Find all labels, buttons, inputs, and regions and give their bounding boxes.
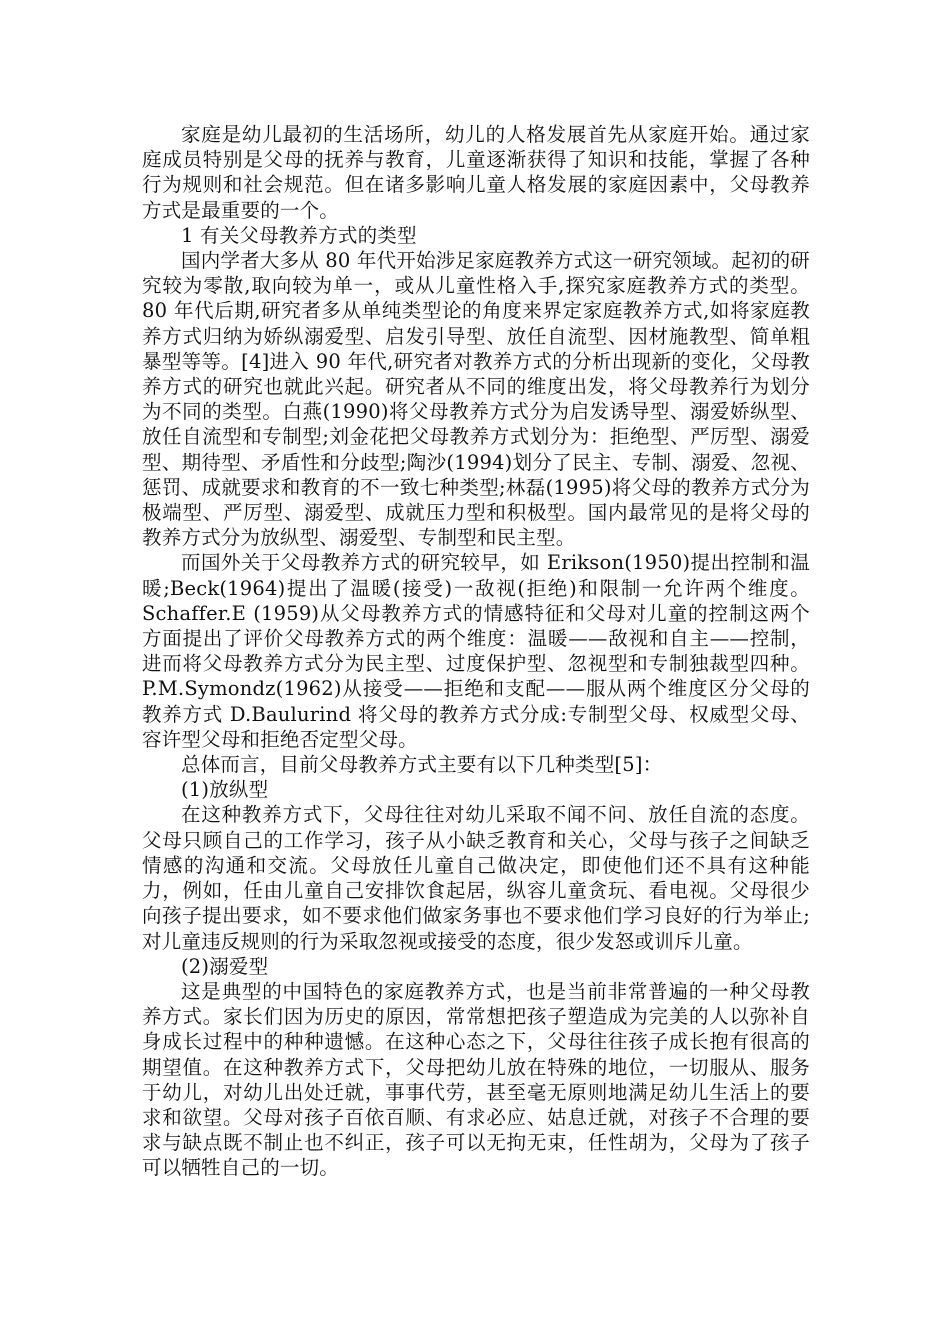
section-heading-types: 1 有关父母教养方式的类型: [181, 223, 417, 247]
subheading-indulgent: (2)溺爱型: [181, 954, 269, 978]
paragraph-intro: 家庭是幼儿最初的生活场所，幼儿的人格发展首先从家庭开始。通过家庭成员特别是父母的抚养与教育，儿童逐渐获得了知识和技能，掌握了各种行为规则和社会规范。但在诸多影响儿童人格发展的家庭因素中，父母教养方式是最重要的一个。: [142, 123, 810, 222]
paragraph-permissive: 在这种教养方式下，父母往往对幼儿采取不闻不问、放任自流的态度。父母只顾自己的工作学习，孩子从小缺乏教育和关心，父母与孩子之间缺乏情感的沟通和交流。父母放任儿童自己做决定，即使他们还不具有这种能力，例如，任由儿童自己安排饮食起居，纵容儿童贪玩、看电视。父母很少向孩子提出要求，如不要求他们做家务事也不要求他们学习良好的行为举止;对儿童违反规则的行为采取忽视或接受的态度，很少发怒或训斥儿童。: [142, 803, 810, 953]
document-body: [142, 122, 810, 1181]
subheading-permissive: (1)放纵型: [181, 778, 269, 802]
paragraph-domestic-research: 国内学者大多从 80 年代开始涉足家庭教养方式这一研究领域。起初的研究较为零散,取向较为单一，或从儿童性格入手,探究家庭教养方式的类型。80 年代后期,研究者多从单纯类型论的角度来界定家庭教养方式,如将家庭教养方式归纳为娇纵溺爱型、启发引导型、放任自流型、因材施教型、简单粗暴型等等。[4]进入 90 年代,研究者对教养方式的分析出现新的变化，父母教养方式的研究也就此兴起。研究者从不同的维度出发，将父母教养行为划分为不同的类型。白燕(1990)将父母教养方式分为启发诱导型、溺爱娇纵型、放任自流型和专制型;刘金花把父母教养方式划分为：拒绝型、严厉型、溺爱型、期待型、矛盾性和分歧型;陶沙(1994)划分了民主、专制、溺爱、忽视、惩罚、成就要求和教育的不一致七种类型;林磊(1995)将父母的教养方式分为极端型、严厉型、溺爱型、成就压力型和积极型。国内最常见的是将父母的教养方式分为放纵型、溺爱型、专制型和民主型。: [142, 249, 811, 550]
paragraph-summary: 总体而言，目前父母教养方式主要有以下几种类型[5]：: [181, 753, 663, 777]
paragraph-indulgent: 这是典型的中国特色的家庭教养方式，也是当前非常普遍的一种父母教养方式。家长们因为历史的原因，常常想把孩子塑造成为完美的人以弥补自身成长过程中的种种遗憾。在这种心态之下，父母往往孩子成长抱有很高的期望值。在这种教养方式下，父母把幼儿放在特殊的地位，一切服从、服务于幼儿，对幼儿出处迁就，事事代劳，甚至毫无原则地满足幼儿生活上的要求和欲望。父母对孩子百依百顺、有求必应、姑息迁就，对孩子不合理的要求与缺点既不制止也不纠正，孩子可以无拘无束，任性胡为，父母为了孩子可以牺牲自己的一切。: [142, 979, 810, 1180]
paragraph-foreign-research: 而国外关于父母教养方式的研究较早，如 Erikson(1950)提出控制和温暖;Beck(1964)提出了温暖(接受)一敌视(拒绝)和限制一允许两个维度。Schaffer.E (1959)从父母教养方式的情感特征和父母对儿童的控制这两个方面提出了评价父母教养方式的两个维度：温暖——敌视和自主——控制，进而将父母教养方式分为民主型、过度保护型、忽视型和专制独裁型四种。P.M.Symondz(1962)从接受——拒绝和支配——服从两个维度区分父母的教养方式 D.Baulurind 将父母的教养方式分成:专制型父母、权威型父母、容许型父母和拒绝否定型父母。: [142, 551, 810, 751]
